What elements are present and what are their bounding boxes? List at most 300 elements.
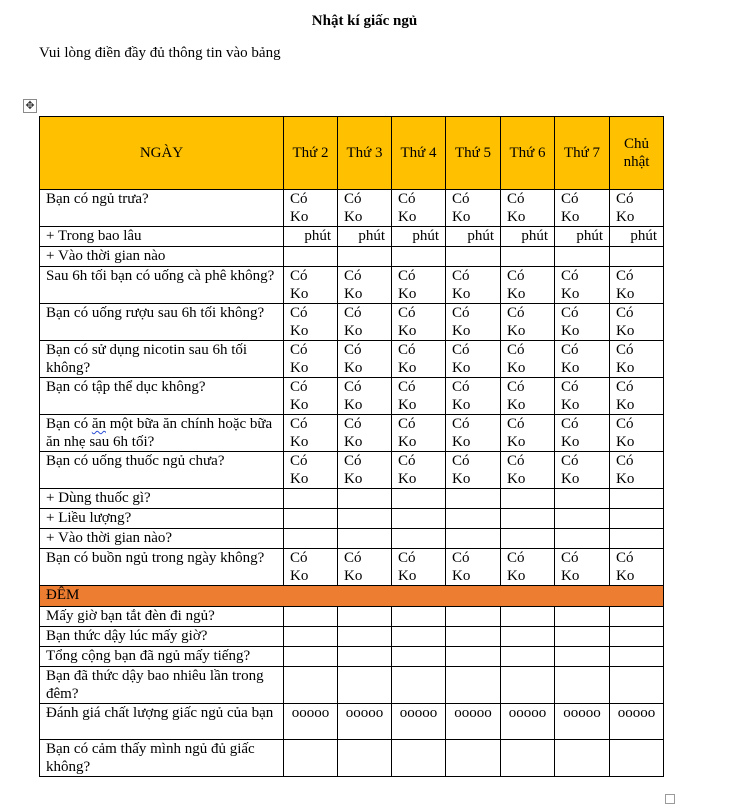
option-yes[interactable]: Có [561,379,579,395]
option-no[interactable]: Ko [507,434,526,450]
yes-no-cell[interactable] [555,267,610,304]
question-label: Bạn có buồn ngủ trong ngày không? [40,549,284,586]
answer-cell[interactable] [555,509,610,529]
question-row [40,607,664,627]
move-arrows-icon[interactable]: ✥ [23,99,37,113]
option-yes[interactable]: Có [616,191,634,207]
document-title: Nhật kí giấc ngủ [311,13,418,29]
option-yes[interactable]: Có [344,268,362,284]
yes-no-cell[interactable] [610,378,664,415]
question-row [40,704,664,740]
question-text-part: một bữa ăn chính hoặc bữa ăn nhẹ sau 6h tối? [46,416,273,450]
yes-no-cell[interactable] [446,549,501,586]
question-label: Bạn có uống thuốc ngủ chưa? [40,452,284,489]
option-no[interactable]: Ko [344,360,363,376]
option-no[interactable]: Ko [452,286,471,302]
option-yes[interactable]: Có [616,305,634,321]
yes-no-cell[interactable] [284,190,338,227]
answer-cell[interactable] [610,667,664,704]
yes-no-cell[interactable] [446,341,501,378]
option-yes[interactable]: Có [344,342,362,358]
yes-no-cell[interactable] [338,267,392,304]
option-no[interactable]: Ko [398,568,417,584]
answer-cell[interactable] [338,489,392,509]
option-no[interactable]: Ko [616,323,635,339]
answer-cell[interactable] [446,667,501,704]
answer-cell[interactable] [338,247,392,267]
option-no[interactable]: Ko [398,209,417,225]
yes-no-cell[interactable] [501,267,555,304]
answer-cell[interactable] [501,509,555,529]
option-yes[interactable]: Có [561,305,579,321]
option-no[interactable]: Ko [616,568,635,584]
option-no[interactable]: Ko [290,286,309,302]
day-column-header: Thứ 7 [555,117,610,190]
answer-cell[interactable] [284,509,338,529]
option-no[interactable]: Ko [398,286,417,302]
answer-cell[interactable] [392,247,446,267]
question-row [40,489,664,509]
option-yes[interactable]: Có [452,379,470,395]
answer-cell[interactable] [610,489,664,509]
option-yes[interactable]: Có [616,342,634,358]
option-no[interactable]: Ko [344,568,363,584]
yes-no-cell[interactable] [501,549,555,586]
yes-no-cell[interactable] [610,304,664,341]
yes-no-cell[interactable] [446,452,501,489]
yes-no-cell[interactable] [446,304,501,341]
answer-cell[interactable] [284,740,338,777]
option-no[interactable]: Ko [344,434,363,450]
yes-no-cell[interactable] [338,378,392,415]
option-yes[interactable]: Có [616,550,634,566]
option-yes[interactable]: Có [398,453,416,469]
yes-no-cell[interactable] [392,549,446,586]
option-no[interactable]: Ko [561,568,580,584]
yes-no-cell[interactable] [284,452,338,489]
option-yes[interactable]: Có [290,268,308,284]
option-yes[interactable]: Có [452,416,470,432]
minutes-cell[interactable]: phút [392,227,446,247]
answer-cell[interactable] [446,647,501,667]
option-yes[interactable]: Có [507,342,525,358]
option-no[interactable]: Ko [452,471,471,487]
option-no[interactable]: Ko [290,397,309,413]
answer-cell[interactable] [284,667,338,704]
answer-cell[interactable] [338,607,392,627]
question-label: Bạn thức dậy lúc mấy giờ? [40,627,284,647]
option-no[interactable]: Ko [452,434,471,450]
answer-cell[interactable] [501,489,555,509]
yes-no-cell[interactable] [338,304,392,341]
option-yes[interactable]: Có [290,342,308,358]
yes-no-cell[interactable] [284,415,338,452]
option-no[interactable]: Ko [344,471,363,487]
option-no[interactable]: Ko [344,323,363,339]
option-no[interactable]: Ko [616,286,635,302]
minutes-cell[interactable]: phút [338,227,392,247]
option-yes[interactable]: Có [452,268,470,284]
answer-cell[interactable] [501,627,555,647]
option-no[interactable]: Ko [344,209,363,225]
option-no[interactable]: Ko [561,397,580,413]
answer-cell[interactable] [338,667,392,704]
option-yes[interactable]: Có [561,191,579,207]
option-yes[interactable]: Có [290,453,308,469]
yes-no-cell[interactable] [610,190,664,227]
question-label: + Liều lượng? [40,509,284,529]
option-no[interactable]: Ko [452,397,471,413]
answer-cell[interactable] [446,509,501,529]
answer-cell[interactable] [555,740,610,777]
option-no[interactable]: Ko [452,568,471,584]
yes-no-cell[interactable] [284,341,338,378]
option-no[interactable]: Ko [290,568,309,584]
answer-cell[interactable] [610,509,664,529]
answer-cell[interactable] [338,509,392,529]
answer-cell[interactable] [555,247,610,267]
question-row [40,304,664,341]
answer-cell[interactable] [555,529,610,549]
question-label: Đánh giá chất lượng giấc ngủ của bạn [40,704,284,740]
option-yes[interactable]: Có [561,453,579,469]
yes-no-cell[interactable] [338,452,392,489]
option-yes[interactable]: Có [452,342,470,358]
question-label: + Vào thời gian nào [40,247,284,267]
answer-cell[interactable] [610,627,664,647]
option-no[interactable]: Ko [507,471,526,487]
answer-cell[interactable] [501,529,555,549]
option-no[interactable]: Ko [290,323,309,339]
option-yes[interactable]: Có [398,268,416,284]
yes-no-cell[interactable] [392,304,446,341]
option-yes[interactable]: Có [452,305,470,321]
question-row [40,627,664,647]
question-label: + Trong bao lâu [40,227,284,247]
option-yes[interactable]: Có [561,268,579,284]
yes-no-cell[interactable] [392,267,446,304]
yes-no-cell[interactable] [555,452,610,489]
option-yes[interactable]: Có [290,191,308,207]
question-row [40,740,664,777]
answer-cell[interactable] [501,247,555,267]
option-no[interactable]: Ko [561,360,580,376]
yes-no-cell[interactable] [392,452,446,489]
night-section-row [40,586,664,607]
option-yes[interactable]: Có [344,453,362,469]
question-label: Bạn có sử dụng nicotin sau 6h tối không? [40,341,284,378]
yes-no-cell[interactable] [555,549,610,586]
answer-cell[interactable] [284,627,338,647]
question-label: Bạn có tập thể dục không? [40,378,284,415]
minutes-cell[interactable]: phút [501,227,555,247]
option-yes[interactable]: Có [507,453,525,469]
yes-no-cell[interactable] [555,415,610,452]
option-no[interactable]: Ko [398,471,417,487]
option-no[interactable]: Ko [561,434,580,450]
option-yes[interactable]: Có [507,268,525,284]
option-yes[interactable]: Có [507,550,525,566]
day-column-header: Thứ 6 [501,117,555,190]
option-yes[interactable]: Có [452,453,470,469]
answer-cell[interactable] [555,489,610,509]
option-yes[interactable]: Có [344,550,362,566]
option-yes[interactable]: Có [561,416,579,432]
option-yes[interactable]: Có [290,305,308,321]
instruction-text: Vui lòng điền đầy đủ thông tin vào bảng [39,45,281,61]
yes-no-cell[interactable] [501,341,555,378]
option-no[interactable]: Ko [398,360,417,376]
option-no[interactable]: Ko [452,323,471,339]
question-row [40,341,664,378]
day-header: NGÀY [40,117,284,190]
question-row [40,247,664,267]
answer-cell[interactable] [338,627,392,647]
yes-no-cell[interactable] [284,549,338,586]
rating-cell[interactable]: ooooo [610,704,664,740]
yes-no-cell[interactable] [446,415,501,452]
option-yes[interactable]: Có [616,416,634,432]
question-row [40,529,664,549]
answer-cell[interactable] [284,247,338,267]
question-row [40,190,664,227]
day-column-header: Thứ 3 [338,117,392,190]
rating-cell[interactable]: ooooo [284,704,338,740]
question-label: Bạn có cảm thấy mình ngủ đủ giấc không? [40,740,284,777]
question-label: Tổng cộng bạn đã ngủ mấy tiếng? [40,647,284,667]
answer-cell[interactable] [501,667,555,704]
question-row [40,667,664,704]
yes-no-cell[interactable] [610,267,664,304]
answer-cell[interactable] [446,529,501,549]
answer-cell[interactable] [392,627,446,647]
option-no[interactable]: Ko [616,434,635,450]
option-yes[interactable]: Có [507,191,525,207]
option-yes[interactable]: Có [290,416,308,432]
option-yes[interactable]: Có [290,550,308,566]
rating-cell[interactable]: ooooo [338,704,392,740]
answer-cell[interactable] [555,667,610,704]
answer-cell[interactable] [392,647,446,667]
yes-no-cell[interactable] [446,267,501,304]
yes-no-cell[interactable] [610,415,664,452]
yes-no-cell[interactable] [392,341,446,378]
yes-no-cell[interactable] [501,415,555,452]
yes-no-cell[interactable] [338,549,392,586]
yes-no-cell[interactable] [501,190,555,227]
option-yes[interactable]: Có [507,416,525,432]
option-yes[interactable]: Có [561,550,579,566]
yes-no-cell[interactable] [501,304,555,341]
question-label: Sau 6h tối bạn có uống cà phê không? [40,267,284,304]
minutes-cell[interactable]: phút [555,227,610,247]
option-yes[interactable]: Có [398,191,416,207]
question-row [40,509,664,529]
answer-cell[interactable] [284,607,338,627]
option-yes[interactable]: Có [398,550,416,566]
option-yes[interactable]: Có [507,305,525,321]
question-label: Mấy giờ bạn tắt đèn đi ngủ? [40,607,284,627]
yes-no-cell[interactable] [555,304,610,341]
answer-cell[interactable] [501,740,555,777]
option-yes[interactable]: Có [344,379,362,395]
header-row [40,117,664,190]
answer-cell[interactable] [392,740,446,777]
yes-no-cell[interactable] [610,341,664,378]
question-label: Bạn đã thức dậy bao nhiêu lần trong đêm? [40,667,284,704]
option-yes[interactable]: Có [344,416,362,432]
yes-no-cell[interactable] [555,341,610,378]
answer-cell[interactable] [284,489,338,509]
question-row [40,227,664,247]
rating-cell[interactable]: ooooo [446,704,501,740]
day-column-header: Chủ nhật [610,117,664,190]
yes-no-cell[interactable] [610,549,664,586]
night-section-label: ĐÊM [40,586,664,607]
yes-no-cell[interactable] [392,190,446,227]
answer-cell[interactable] [555,627,610,647]
question-row [40,452,664,489]
question-row [40,378,664,415]
answer-cell[interactable] [610,607,664,627]
option-yes[interactable]: Có [290,379,308,395]
answer-cell[interactable] [610,247,664,267]
day-column-header: Thứ 4 [392,117,446,190]
option-no[interactable]: Ko [398,323,417,339]
answer-cell[interactable] [338,740,392,777]
answer-cell[interactable] [610,647,664,667]
option-no[interactable]: Ko [452,209,471,225]
minutes-cell[interactable]: phút [446,227,501,247]
option-no[interactable]: Ko [561,286,580,302]
answer-cell[interactable] [392,667,446,704]
minutes-cell[interactable]: phút [610,227,664,247]
yes-no-cell[interactable] [338,341,392,378]
answer-cell[interactable] [392,529,446,549]
rating-cell[interactable]: ooooo [392,704,446,740]
option-no[interactable]: Ko [398,397,417,413]
question-label: + Vào thời gian nào? [40,529,284,549]
yes-no-cell[interactable] [284,378,338,415]
answer-cell[interactable] [392,509,446,529]
option-no[interactable]: Ko [290,434,309,450]
spellcheck-word: ăn [91,416,106,432]
question-label [40,415,284,452]
yes-no-cell[interactable] [338,190,392,227]
option-no[interactable]: Ko [290,209,309,225]
option-no[interactable]: Ko [616,209,635,225]
rating-cell[interactable]: ooooo [555,704,610,740]
yes-no-cell[interactable] [501,378,555,415]
option-no[interactable]: Ko [290,360,309,376]
option-yes[interactable]: Có [344,191,362,207]
option-yes[interactable]: Có [398,342,416,358]
answer-cell[interactable] [446,627,501,647]
question-label: + Dùng thuốc gì? [40,489,284,509]
option-no[interactable]: Ko [616,360,635,376]
answer-cell[interactable] [555,607,610,627]
option-yes[interactable]: Có [561,342,579,358]
option-no[interactable]: Ko [452,360,471,376]
option-yes[interactable]: Có [616,379,634,395]
question-label: Bạn có uống rượu sau 6h tối không? [40,304,284,341]
option-no[interactable]: Ko [507,286,526,302]
yes-no-cell[interactable] [610,452,664,489]
option-yes[interactable]: Có [452,191,470,207]
rating-cell[interactable]: ooooo [501,704,555,740]
option-no[interactable]: Ko [290,471,309,487]
option-no[interactable]: Ko [616,471,635,487]
answer-cell[interactable] [392,489,446,509]
yes-no-cell[interactable] [392,415,446,452]
yes-no-cell[interactable] [501,452,555,489]
answer-cell[interactable] [284,647,338,667]
option-no[interactable]: Ko [561,323,580,339]
question-label: Bạn có ngủ trưa? [40,190,284,227]
answer-cell[interactable] [610,529,664,549]
yes-no-cell[interactable] [284,267,338,304]
option-no[interactable]: Ko [561,209,580,225]
question-text-part: Bạn có [46,416,92,432]
yes-no-cell[interactable] [446,378,501,415]
yes-no-cell[interactable] [555,378,610,415]
option-yes[interactable]: Có [452,550,470,566]
yes-no-cell[interactable] [555,190,610,227]
yes-no-cell[interactable] [446,190,501,227]
option-yes[interactable]: Có [398,416,416,432]
minutes-cell[interactable]: phút [284,227,338,247]
option-yes[interactable]: Có [616,453,634,469]
option-no[interactable]: Ko [398,434,417,450]
option-no[interactable]: Ko [344,397,363,413]
question-row [40,549,664,586]
option-no[interactable]: Ko [616,397,635,413]
answer-cell[interactable] [338,529,392,549]
question-row [40,647,664,667]
option-no[interactable]: Ko [344,286,363,302]
yes-no-cell[interactable] [392,378,446,415]
option-no[interactable]: Ko [507,323,526,339]
day-column-header: Thứ 5 [446,117,501,190]
answer-cell[interactable] [392,607,446,627]
answer-cell[interactable] [501,607,555,627]
option-no[interactable]: Ko [507,209,526,225]
option-yes[interactable]: Có [616,268,634,284]
answer-cell[interactable] [338,647,392,667]
option-no[interactable]: Ko [507,397,526,413]
answer-cell[interactable] [446,607,501,627]
answer-cell[interactable] [446,740,501,777]
answer-cell[interactable] [446,489,501,509]
option-yes[interactable]: Có [507,379,525,395]
answer-cell[interactable] [446,247,501,267]
option-yes[interactable]: Có [398,379,416,395]
option-no[interactable]: Ko [507,568,526,584]
option-yes[interactable]: Có [344,305,362,321]
resize-square-icon[interactable] [665,794,675,804]
option-no[interactable]: Ko [561,471,580,487]
answer-cell[interactable] [501,647,555,667]
yes-no-cell[interactable] [284,304,338,341]
answer-cell[interactable] [610,740,664,777]
sleep-diary-table [39,116,664,777]
yes-no-cell[interactable] [338,415,392,452]
answer-cell[interactable] [555,647,610,667]
option-yes[interactable]: Có [398,305,416,321]
question-row [40,267,664,304]
option-no[interactable]: Ko [507,360,526,376]
answer-cell[interactable] [284,529,338,549]
